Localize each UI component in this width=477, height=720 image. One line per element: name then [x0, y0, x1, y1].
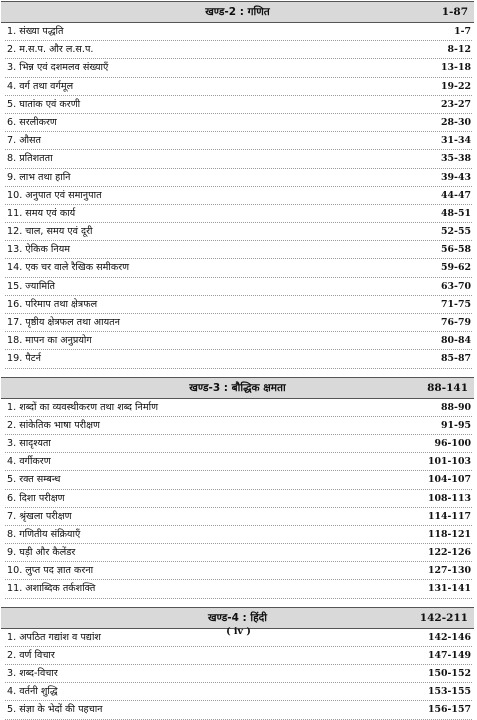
- toc-entry: [5, 23, 472, 41]
- toc-entry: [5, 350, 472, 368]
- entry-pages: 122-126: [427, 547, 471, 559]
- toc-entry: [5, 169, 472, 187]
- toc-entry: [5, 132, 472, 150]
- entry-pages: 96-100: [434, 437, 471, 449]
- toc-entry: [5, 508, 472, 526]
- entry-label: 6. दिशा परीक्षण: [7, 492, 65, 504]
- entry-label: 7. श्रृंखला परीक्षण: [7, 510, 72, 522]
- entry-pages: 101-103: [427, 456, 471, 468]
- entry-label: 1. अपठित गद्यांश व पद्यांश: [7, 631, 101, 643]
- entry-pages: 147-149: [427, 649, 471, 661]
- entry-label: 14. एक चर वाले रैखिक समीकरण: [7, 262, 130, 274]
- entry-pages: 19-22: [441, 80, 471, 92]
- entry-pages: 114-117: [427, 510, 471, 522]
- toc-entry: [5, 490, 472, 508]
- toc-entry: [5, 647, 472, 665]
- entry-label: 11. अशाब्दिक तर्कशक्ति: [7, 583, 96, 595]
- toc-entry: [5, 187, 472, 205]
- entry-pages: 142-146: [427, 631, 471, 643]
- entry-pages: 108-113: [427, 492, 471, 504]
- toc-entry: [5, 296, 472, 314]
- toc-entry: [5, 701, 472, 719]
- section-page-range: 88-141: [427, 381, 468, 394]
- entry-pages: 8-12: [447, 44, 471, 56]
- toc-entry: [5, 205, 472, 223]
- toc-entry: [5, 417, 472, 435]
- toc-entry: [5, 59, 472, 77]
- toc-entry: [5, 114, 472, 132]
- entry-pages: 153-155: [427, 686, 471, 698]
- section-page-range: 142-211: [419, 611, 468, 624]
- section-title: खण्ड-4 : हिंदी: [208, 611, 267, 624]
- page-number: ( iv ): [226, 626, 251, 637]
- toc-entry: [5, 278, 472, 296]
- entry-pages: 104-107: [427, 474, 471, 486]
- entry-pages: 85-87: [441, 353, 471, 365]
- section-header: [1, 1, 474, 23]
- entry-label: 18. मापन का अनुप्रयोग: [7, 335, 92, 347]
- toc-entry: [5, 96, 472, 114]
- entry-label: 7. औसत: [7, 135, 41, 147]
- entry-pages: 63-70: [441, 280, 471, 292]
- toc-entry: [5, 241, 472, 259]
- entry-label: 9. घड़ी और कैलेंडर: [7, 547, 76, 559]
- entry-label: 4. वर्ग तथा वर्गमूल: [7, 80, 74, 92]
- entry-label: 16. परिमाप तथा क्षेत्रफल: [7, 298, 98, 310]
- entry-pages: 80-84: [441, 335, 471, 347]
- entry-pages: 91-95: [441, 419, 471, 431]
- toc-entry: [5, 259, 472, 277]
- entry-pages: 28-30: [441, 116, 471, 128]
- entry-label: 8. गणितीय संक्रियाएँ: [7, 528, 81, 540]
- entry-label: 1. शब्दों का व्यवस्थीकरण तथा शब्द निर्माण: [7, 401, 159, 413]
- entry-label: 5. घातांक एवं करणी: [7, 98, 81, 110]
- toc-entry: [5, 665, 472, 683]
- toc-entry: [5, 580, 472, 598]
- section-header: [1, 377, 474, 399]
- entry-label: 13. ऐकिक नियम: [7, 244, 70, 256]
- entry-label: 3. सादृश्यता: [7, 437, 51, 449]
- section-title: खण्ड-3 : बौद्धिक क्षमता: [189, 381, 286, 394]
- toc-entry: [5, 683, 472, 701]
- entry-label: 1. संख्या पद्धति: [7, 26, 64, 37]
- entry-label: 4. वर्तनी शुद्धि: [7, 686, 58, 698]
- entry-label: 3. भिन्न एवं दशमलव संख्याएँ: [7, 62, 109, 74]
- entry-pages: 76-79: [441, 317, 471, 328]
- toc-entry: [5, 453, 472, 471]
- entry-label: 2. वर्ण विचार: [7, 649, 55, 661]
- toc-entry: [5, 471, 472, 489]
- entry-label: 6. सरलीकरण: [7, 116, 57, 128]
- entry-pages: 71-75: [441, 298, 471, 310]
- entry-label: 5. रक्त सम्बन्ध: [7, 474, 61, 486]
- entry-label: 10. अनुपात एवं समानुपात: [7, 189, 102, 201]
- entry-pages: 48-51: [441, 207, 471, 219]
- section-title: खण्ड-2 : गणित: [205, 6, 270, 18]
- entry-label: 12. चाल, समय एवं दूरी: [7, 226, 93, 238]
- entry-pages: 13-18: [441, 62, 471, 74]
- toc-entry: [5, 332, 472, 350]
- entry-pages: 44-47: [441, 189, 471, 201]
- entry-label: 11. समय एवं कार्य: [7, 207, 76, 219]
- entry-pages: 88-90: [441, 401, 471, 413]
- entry-label: 5. संज्ञा के भेदों की पहचान: [7, 704, 103, 716]
- entry-pages: 35-38: [441, 153, 471, 165]
- entry-pages: 150-152: [427, 668, 471, 679]
- entry-pages: 52-55: [441, 226, 471, 238]
- toc-entry: [5, 41, 472, 59]
- entry-pages: 31-34: [441, 135, 471, 147]
- toc-entry: [5, 435, 472, 453]
- entry-pages: 131-141: [427, 583, 471, 595]
- entry-label: 3. शब्द-विचार: [7, 668, 58, 679]
- toc-entry: [5, 544, 472, 562]
- toc-entry: [5, 562, 472, 580]
- toc-entry: [5, 399, 472, 417]
- entry-label: 19. पैटर्न: [7, 353, 41, 365]
- entry-label: 17. पृष्ठीय क्षेत्रफल तथा आयतन: [7, 317, 120, 328]
- entry-pages: 118-121: [427, 528, 471, 540]
- entry-label: 2. सांकेतिक भाषा परीक्षण: [7, 419, 100, 431]
- toc-entry: [5, 150, 472, 168]
- entry-pages: 39-43: [441, 171, 471, 183]
- entry-label: 9. लाभ तथा हानि: [7, 171, 71, 183]
- entry-pages: 56-58: [441, 244, 471, 256]
- entry-pages: 127-130: [427, 565, 471, 577]
- entry-label: 10. लुप्त पद ज्ञात करना: [7, 565, 94, 577]
- toc-entry: [5, 314, 472, 332]
- toc-entry: [5, 223, 472, 241]
- section-page-range: 1-87: [441, 6, 468, 18]
- entry-pages: 1-7: [454, 26, 471, 37]
- entry-pages: 156-157: [427, 704, 471, 716]
- entry-label: 8. प्रतिशतता: [7, 153, 53, 165]
- toc-entry: [5, 78, 472, 96]
- entry-label: 2. म.स.प. और ल.स.प.: [7, 44, 94, 56]
- entry-pages: 23-27: [441, 98, 471, 110]
- entry-label: 15. ज्यामिति: [7, 280, 56, 292]
- entry-pages: 59-62: [441, 262, 471, 274]
- toc-entry: [5, 526, 472, 544]
- entry-label: 4. वर्गीकरण: [7, 456, 51, 468]
